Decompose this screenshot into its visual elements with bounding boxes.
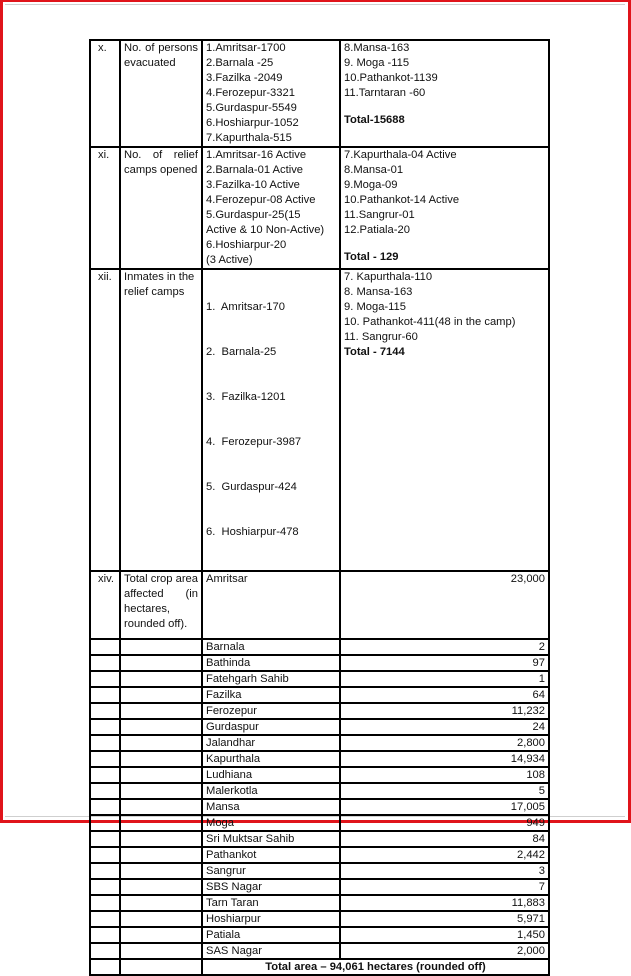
district-value: 3	[340, 863, 549, 879]
district-name: Barnala	[202, 639, 340, 655]
district-name: Patiala	[202, 927, 340, 943]
serial-number: xii.	[90, 269, 120, 571]
district-value: 2	[340, 639, 549, 655]
evacuated-left-list	[202, 40, 340, 147]
crop-district-row	[90, 879, 549, 895]
list-item: 8.Mansa-163	[344, 42, 410, 54]
list-item: 7.Kapurthala-04 Active	[344, 149, 457, 161]
district-value: 23,000	[340, 571, 549, 639]
district-name: Fatehgarh Sahib	[202, 671, 340, 687]
crop-district-row	[90, 687, 549, 703]
district-name: Amritsar	[202, 571, 340, 639]
list-item: 7.Kapurthala-515	[206, 132, 292, 144]
district-name: Gurdaspur	[202, 719, 340, 735]
list-item: 1.Amritsar-1700	[206, 42, 286, 54]
row-label: Inmates in the relief camps	[120, 269, 202, 571]
list-item: 10. Pathankot-411(48 in the camp)	[344, 316, 516, 328]
district-value: 17,005	[340, 799, 549, 815]
district-value: 64	[340, 687, 549, 703]
inmates-right-list	[340, 269, 549, 571]
camps-total: Total - 129	[344, 251, 399, 263]
crop-district-row	[90, 719, 549, 735]
district-value: 14,934	[340, 751, 549, 767]
district-name: Tarn Taran	[202, 895, 340, 911]
list-item: 10.Pathankot-14 Active	[344, 194, 460, 206]
crop-district-row	[90, 943, 549, 959]
district-value: 11,232	[340, 703, 549, 719]
district-name: Moga	[202, 815, 340, 831]
serial-number: x.	[90, 40, 120, 147]
list-item: 5. Gurdaspur-424	[206, 481, 297, 493]
crop-district-row	[90, 751, 549, 767]
row-label: No. of persons evacuated	[120, 40, 202, 147]
crop-district-row	[90, 767, 549, 783]
district-name: Ludhiana	[202, 767, 340, 783]
camps-right-list	[340, 147, 549, 269]
list-item: 9. Moga-115	[344, 301, 406, 313]
list-item: 1.Amritsar-16 Active	[206, 149, 307, 161]
list-item: 2.Barnala-01 Active	[206, 164, 304, 176]
crop-district-row	[90, 815, 549, 831]
row-persons-evacuated	[90, 40, 549, 147]
district-value: 1,450	[340, 927, 549, 943]
crop-district-row	[90, 639, 549, 655]
list-item: (3 Active)	[206, 254, 253, 266]
list-item: 1. Amritsar-170	[206, 301, 285, 313]
list-item: 8. Mansa-163	[344, 286, 413, 298]
district-name: Ferozepur	[202, 703, 340, 719]
crop-district-row	[90, 783, 549, 799]
serial-number: xiv.	[90, 571, 120, 639]
row-relief-camps	[90, 147, 549, 269]
evacuated-right-list	[340, 40, 549, 147]
crop-district-row	[90, 671, 549, 687]
disaster-report-table	[89, 39, 550, 976]
list-item: 12.Patiala-20	[344, 224, 410, 236]
list-item: 2. Barnala-25	[206, 346, 277, 358]
crop-district-row	[90, 799, 549, 815]
list-item: 6.Hoshiarpur-1052	[206, 117, 299, 129]
district-name: Sri Muktsar Sahib	[202, 831, 340, 847]
row-inmates	[90, 269, 549, 571]
district-value: 2,442	[340, 847, 549, 863]
inmates-left-list	[202, 269, 340, 571]
crop-district-row	[90, 911, 549, 927]
crop-district-row	[90, 847, 549, 863]
district-value: 2,800	[340, 735, 549, 751]
row-label: No. of relief camps opened	[120, 147, 202, 269]
district-name: Hoshiarpur	[202, 911, 340, 927]
district-name: Kapurthala	[202, 751, 340, 767]
district-value: 24	[340, 719, 549, 735]
district-name: SAS Nagar	[202, 943, 340, 959]
district-value: 5	[340, 783, 549, 799]
serial-number: xi.	[90, 147, 120, 269]
district-value: 11,883	[340, 895, 549, 911]
crop-district-row	[90, 895, 549, 911]
district-value: 7	[340, 879, 549, 895]
list-item: 3. Fazilka-1201	[206, 391, 286, 403]
district-name: Pathankot	[202, 847, 340, 863]
list-item: 11.Tarntaran -60	[344, 87, 426, 99]
list-item: 3.Fazilka-10 Active	[206, 179, 300, 191]
list-item: 6.Hoshiarpur-20	[206, 239, 287, 251]
list-item: 4.Ferozepur-3321	[206, 87, 295, 99]
list-item: 6. Hoshiarpur-478	[206, 526, 299, 538]
crop-district-row	[90, 863, 549, 879]
list-item: 11. Sangrur-60	[344, 331, 418, 343]
district-value: 97	[340, 655, 549, 671]
district-value: 1	[340, 671, 549, 687]
district-value: 108	[340, 767, 549, 783]
district-value: 84	[340, 831, 549, 847]
list-item: 5.Gurdaspur-5549	[206, 102, 297, 114]
camps-left-list	[202, 147, 340, 269]
evacuated-total: Total-15688	[344, 114, 405, 126]
list-item: Active & 10 Non-Active)	[206, 224, 325, 236]
list-item: 2.Barnala -25	[206, 57, 274, 69]
district-name: Bathinda	[202, 655, 340, 671]
crop-district-row	[90, 655, 549, 671]
district-name: SBS Nagar	[202, 879, 340, 895]
list-item: 7. Kapurthala-110	[344, 271, 433, 283]
row-crop-area	[90, 571, 549, 639]
row-label: Total crop area affected (in hectares, rounded off).	[120, 571, 202, 639]
list-item: 4.Ferozepur-08 Active	[206, 194, 316, 206]
crop-total: Total area – 94,061 hectares (rounded off)	[202, 959, 549, 975]
district-value: 949	[340, 815, 549, 831]
district-value: 5,971	[340, 911, 549, 927]
list-item: 3.Fazilka -2049	[206, 72, 283, 84]
list-item: 9.Moga-09	[344, 179, 398, 191]
crop-district-row	[90, 927, 549, 943]
district-name: Mansa	[202, 799, 340, 815]
crop-district-row	[90, 735, 549, 751]
crop-total-row	[90, 959, 549, 975]
district-name: Malerkotla	[202, 783, 340, 799]
list-item: 8.Mansa-01	[344, 164, 404, 176]
district-name: Fazilka	[202, 687, 340, 703]
list-item: 9. Moga -115	[344, 57, 410, 69]
district-name: Sangrur	[202, 863, 340, 879]
list-item: 10.Pathankot-1139	[344, 72, 438, 84]
list-item: 5.Gurdaspur-25(15	[206, 209, 301, 221]
inmates-total: Total - 7144	[344, 346, 405, 358]
crop-district-row	[90, 703, 549, 719]
crop-district-row	[90, 831, 549, 847]
district-value: 2,000	[340, 943, 549, 959]
district-name: Jalandhar	[202, 735, 340, 751]
list-item: 4. Ferozepur-3987	[206, 436, 302, 448]
list-item: 11.Sangrur-01	[344, 209, 415, 221]
